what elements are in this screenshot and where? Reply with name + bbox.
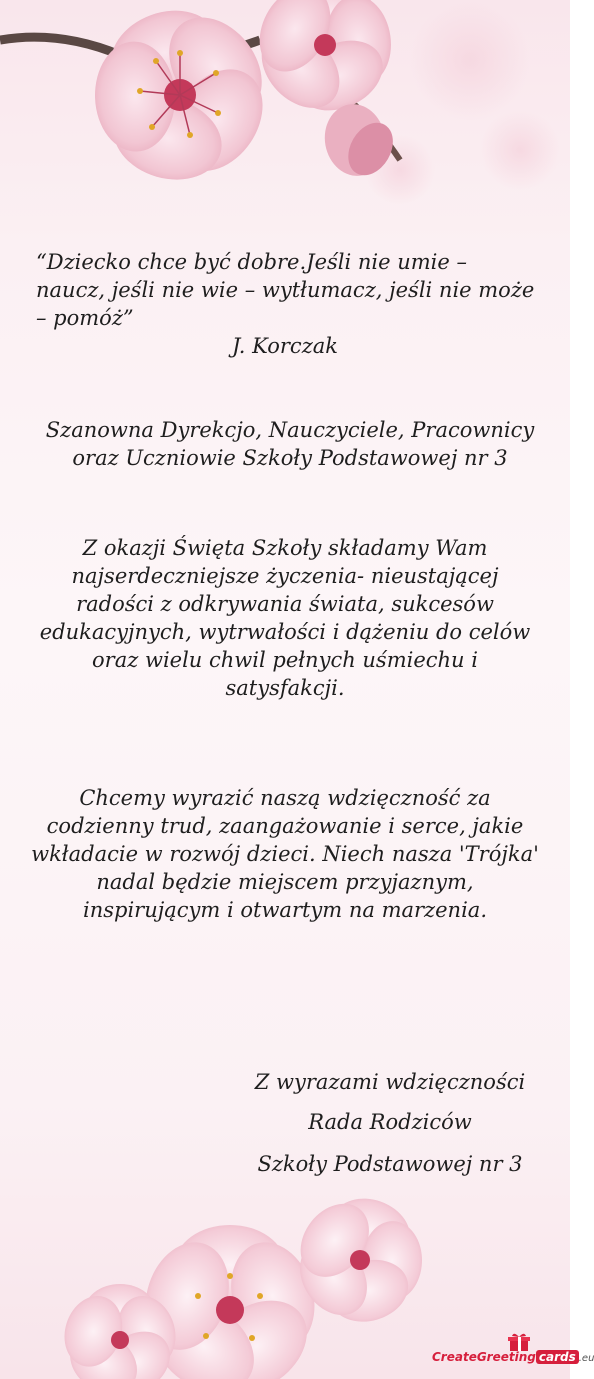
salutation: Szanowna Dyrekcjo, Nauczyciele, Pracownicy oraz Uczniowie Szkoły Podstawowej nr 3 — [45, 418, 535, 470]
wishes-paragraph: Z okazji Święta Szkoły składamy Wam najserdeczniejsze życzenia- nieustającej radości z odkrywania świata, sukcesów edukacyjnych, wytrwałości i dążeniu do celów oraz wielu chwil pełnych uśmiechu i satysfakcji. — [39, 536, 531, 700]
quote-author: J. Korczak — [231, 334, 338, 358]
signature-line-council: Rada Rodziców — [308, 1110, 472, 1134]
cherry-blossom-branch-icon — [0, 0, 570, 240]
site-branding[interactable] — [432, 1350, 594, 1364]
signature-line-school: Szkoły Podstawowej nr 3 — [257, 1152, 523, 1176]
brand-domain: .eu — [578, 1353, 594, 1364]
signature-line-closing: Z wyrazami wdzięczności — [254, 1070, 526, 1094]
brand-name: CreateGreeting — [432, 1350, 536, 1364]
quote-text: “Dziecko chce być dobre.Jeśli nie umie – naucz, jeśli nie wie – wytłumacz, jeśli nie może – pomóż” — [36, 250, 535, 330]
gratitude-paragraph: Chcemy wyrazić naszą wdzięczność za codzienny trud, zaangażowanie i serce, jakie wkładacie w rozwój dzieci. Niech nasza 'Trójka' nadal będzie miejscem przyjaznym, inspirującym i otwartym na marzenia. — [31, 786, 539, 922]
brand-highlight: cards — [536, 1350, 579, 1364]
